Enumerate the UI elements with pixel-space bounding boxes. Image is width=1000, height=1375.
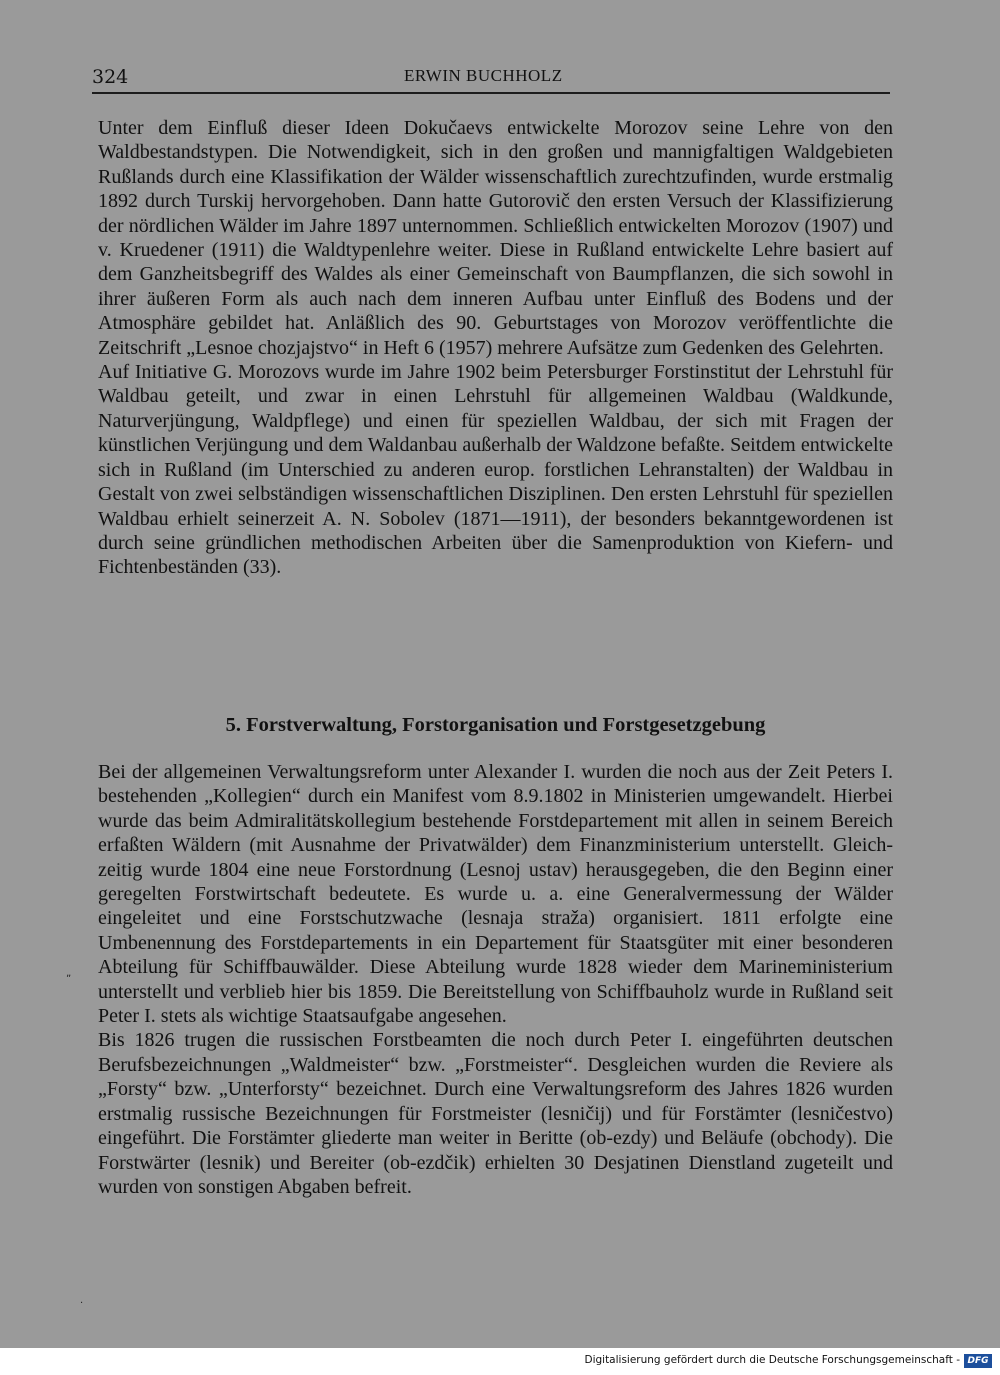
section-heading: 5. Forstverwaltung, Forstorganisation und Forstgesetzgebung <box>225 714 766 736</box>
paragraph: Unter dem Einfluß dieser Ideen Dokučaevs entwickelte Morozov seine Lehre von den Waldbestandstypen. Die Notwendigkeit, sich in den großen und mannigfaltigen Waldgebieten Rußlands durch eine Klassifikation der Wälder wissenschaftlich zurechtzufinden, wurde erstmalig 1892 durch Turskij hervorgehoben. Dann hatte Gutorovič den ersten Versuch der Klassifizierung der nördlichen Wälder im Jahre 1897 unternommen. Schließlich entwickelten Morozov (1907) und v. Kruedener (1911) die Waldtypenlehre weiter. Diese in Rußland entwickelte Lehre basiert auf dem Ganzheitsbegriff des Waldes als einer Gemeinschaft von Baumpflanzen, die sich sowohl in ihrer äußeren Form als auch nach dem inneren Aufbau unter Einfluß des Bodens und der Atmosphäre gebildet hat. Anläßlich des 90. Geburtstages von Morozov veröffentlichte die Zeitschrift „Lesnoe chozjajstvo“ in Heft 6 (1957) mehrere Aufsätze zum Gedenken des Gelehrten. <box>98 117 893 359</box>
page-footer <box>0 1348 1000 1375</box>
dfg-logo: DFG <box>964 1354 992 1368</box>
paragraph: Bei der allgemeinen Verwaltungsreform unter Alexander I. wurden die noch aus der Zeit Peters I. bestehenden „Kollegien“ durch ein Manifest vom 8.9.1802 in Ministerien umgewandelt. Hierbei wurde das beim Admiralitätskollegium bestehende Forstdepartement mit allen in seinem Bereich erfaßten Wäldern (mit Ausnahme der Privatwälder) dem Finanzministerium unterstellt. Gleichzeitig wurde 1804 eine neue Forstordnung (Lesnoj ustav) herausgegeben, die den Beginn einer geregelten Forstwirtschaft bedeutete. Es wurde u. a. eine Generalvermessung der Wälder eingeleitet und eine Forstschutzwache (lesnaja straža) organisiert. 1811 erfolgte eine Umbenennung des Forstdepartements in ein Departement für Staatsgüter mit einer besonderen Abteilung für Schiffbauwälder. Diese Abteilung wurde 1828 wieder dem Marineministerium unterstellt und verblieb hier bis 1859. Die Bereitstellung von Schiffbauholz wurde in Rußland seit Peter I. stets als wichtige Staatsaufgabe angesehen. <box>98 761 893 1028</box>
running-head: ERWIN BUCHHOLZ <box>404 66 563 85</box>
paragraph: Auf Initiative G. Morozovs wurde im Jahre 1902 beim Petersburger Forstinstitut der Lehrstuhl für Waldbau geteilt, und zwar in einen Lehrstuhl für allgemeinen Waldbau (Waldkunde, Naturverjüngung, Waldpflege) und einen für speziellen Waldbau, der sich mit Fragen der künstlichen Verjüngung und dem Waldanbau außerhalb der Waldzone befaßte. Seitdem entwickelte sich in Rußland (im Unterschied zu anderen europ. forstlichen Lehranstalten) der Waldbau in Gestalt von zwei selbständigen wissenschaftlichen Disziplinen. Den ersten Lehrstuhl für speziellen Waldbau erhielt seinerzeit A. N. Sobolev (1871—1911), der besonders bekanntgewordenen ist durch seine gründlichen methodischen Arbeiten über die Samenproduktion von Kiefern- und Fichtenbeständen (33). <box>98 361 893 579</box>
text-block-2 <box>98 760 893 1199</box>
paragraph: Bis 1826 trugen die russischen Forstbeamten die noch durch Peter I. eingeführten deutschen Berufsbezeichnungen „Waldmeister“ bzw. „Forstmeister“. Desgleichen wurden die Reviere als „Forsty“ bzw. „Unterforsty“ bezeichnet. Durch eine Verwaltungsreform des Jahres 1826 wurden erstmalig russische Bezeichnungen für Forstmeister (lesničij) und für Forstämter (lesničestvo) eingeführt. Die Forstämter gliederte man weiter in Beritte (ob-ezdy) und Beläufe (obchody). Die Forstwärter (lesnik) und Bereiter (ob-ezdčik) erhielten 30 Desjatinen Dienstland zugeteilt und wurden von sonstigen Abgaben befreit. <box>98 1029 893 1198</box>
marginal-mark: · <box>80 1298 84 1309</box>
text-block-1 <box>98 116 893 580</box>
digitization-credit: Digitalisierung gefördert durch die Deutsche Forschungsgemeinschaft - <box>584 1354 960 1366</box>
page-number: 324 <box>92 66 129 88</box>
page-header <box>92 64 890 94</box>
marginal-mark: „ <box>66 968 72 979</box>
